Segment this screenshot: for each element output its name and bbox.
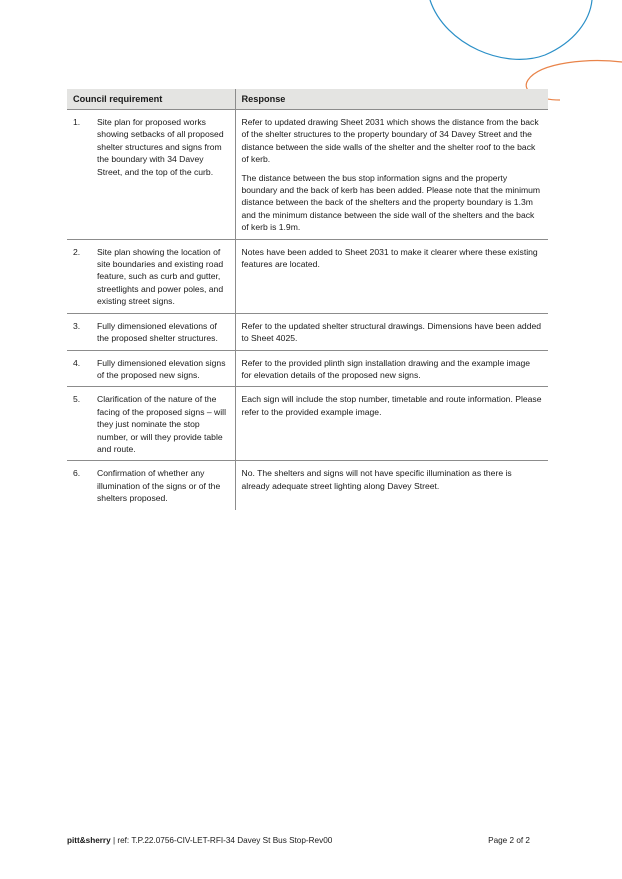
table-row: [67, 239, 548, 313]
table-row: [67, 350, 548, 387]
rfi-response-table: [67, 89, 548, 510]
document-ref: | ref: T.P.22.0756-CIV-LET-RFI-34 Davey St Bus Stop-Rev00: [110, 836, 333, 845]
row-number: 3.: [73, 320, 81, 331]
table-row: [67, 387, 548, 461]
requirement-text: Clarification of the nature of the facing of the proposed signs – will they just nominate the stop number, or will they provide table and route.: [97, 394, 226, 454]
response-text: Refer to updated drawing Sheet 2031 which shows the distance from the back of the shelter structures to the property boundary of 34 Davey Street and the distance between the side walls of the shelter and the shelter roof to the back of kerb.: [241, 117, 539, 165]
footer-reference: [67, 836, 332, 845]
requirement-text: Fully dimensioned elevation signs of the proposed new signs.: [97, 357, 226, 380]
response-text: The distance between the bus stop information signs and the property boundary and the back of kerb has been added. Please note that the minimum distance between the back of the shelters and the property boundary is 1.3m and the minimum distance between the side wall of the shelters and the back of kerb is 1.9m.: [241, 172, 541, 233]
response-text: Notes have been added to Sheet 2031 to make it clearer where these existing features are located.: [241, 246, 538, 270]
row-number: 2.: [73, 246, 81, 257]
row-number: 6.: [73, 468, 81, 479]
response-text: Each sign will include the stop number, timetable and route information. Please refer to the provided example image.: [241, 394, 542, 417]
table-row: [67, 461, 548, 510]
row-number: 5.: [73, 394, 81, 405]
response-text: No. The shelters and signs will not have specific illumination as there is already adequate street lighting along Davey Street.: [241, 468, 512, 491]
requirement-text: Site plan showing the location of site boundaries and existing road feature, such as curb and gutter, streetlights and power poles, and existing street signs.: [97, 246, 224, 307]
requirement-text: Fully dimensioned elevations of the proposed shelter structures.: [97, 320, 218, 344]
header-response: Response: [235, 89, 548, 110]
table-row: [67, 110, 548, 240]
response-text: Refer to the updated shelter structural drawings. Dimensions have been added to Sheet 4025.: [241, 320, 542, 344]
header-council-requirement: Council requirement: [67, 89, 235, 110]
row-number: 1.: [73, 117, 81, 127]
page-number: Page 2 of 2: [488, 836, 530, 845]
table-row: [67, 313, 548, 350]
row-number: 4.: [73, 357, 81, 368]
requirement-text: Confirmation of whether any illumination of the signs or of the shelters proposed.: [97, 468, 221, 504]
response-text: Refer to the provided plinth sign installation drawing and the example image for elevation details of the proposed new signs.: [241, 357, 531, 380]
blue-arc: [430, 0, 592, 59]
table-header-row: [67, 89, 548, 110]
page-footer: [67, 836, 530, 845]
brand-name: pitt&sherry: [67, 836, 111, 845]
requirement-text: Site plan for proposed works showing setbacks of all proposed shelter structures and signs from the boundary with 34 Davey Street, and the top of the curb.: [97, 117, 224, 177]
